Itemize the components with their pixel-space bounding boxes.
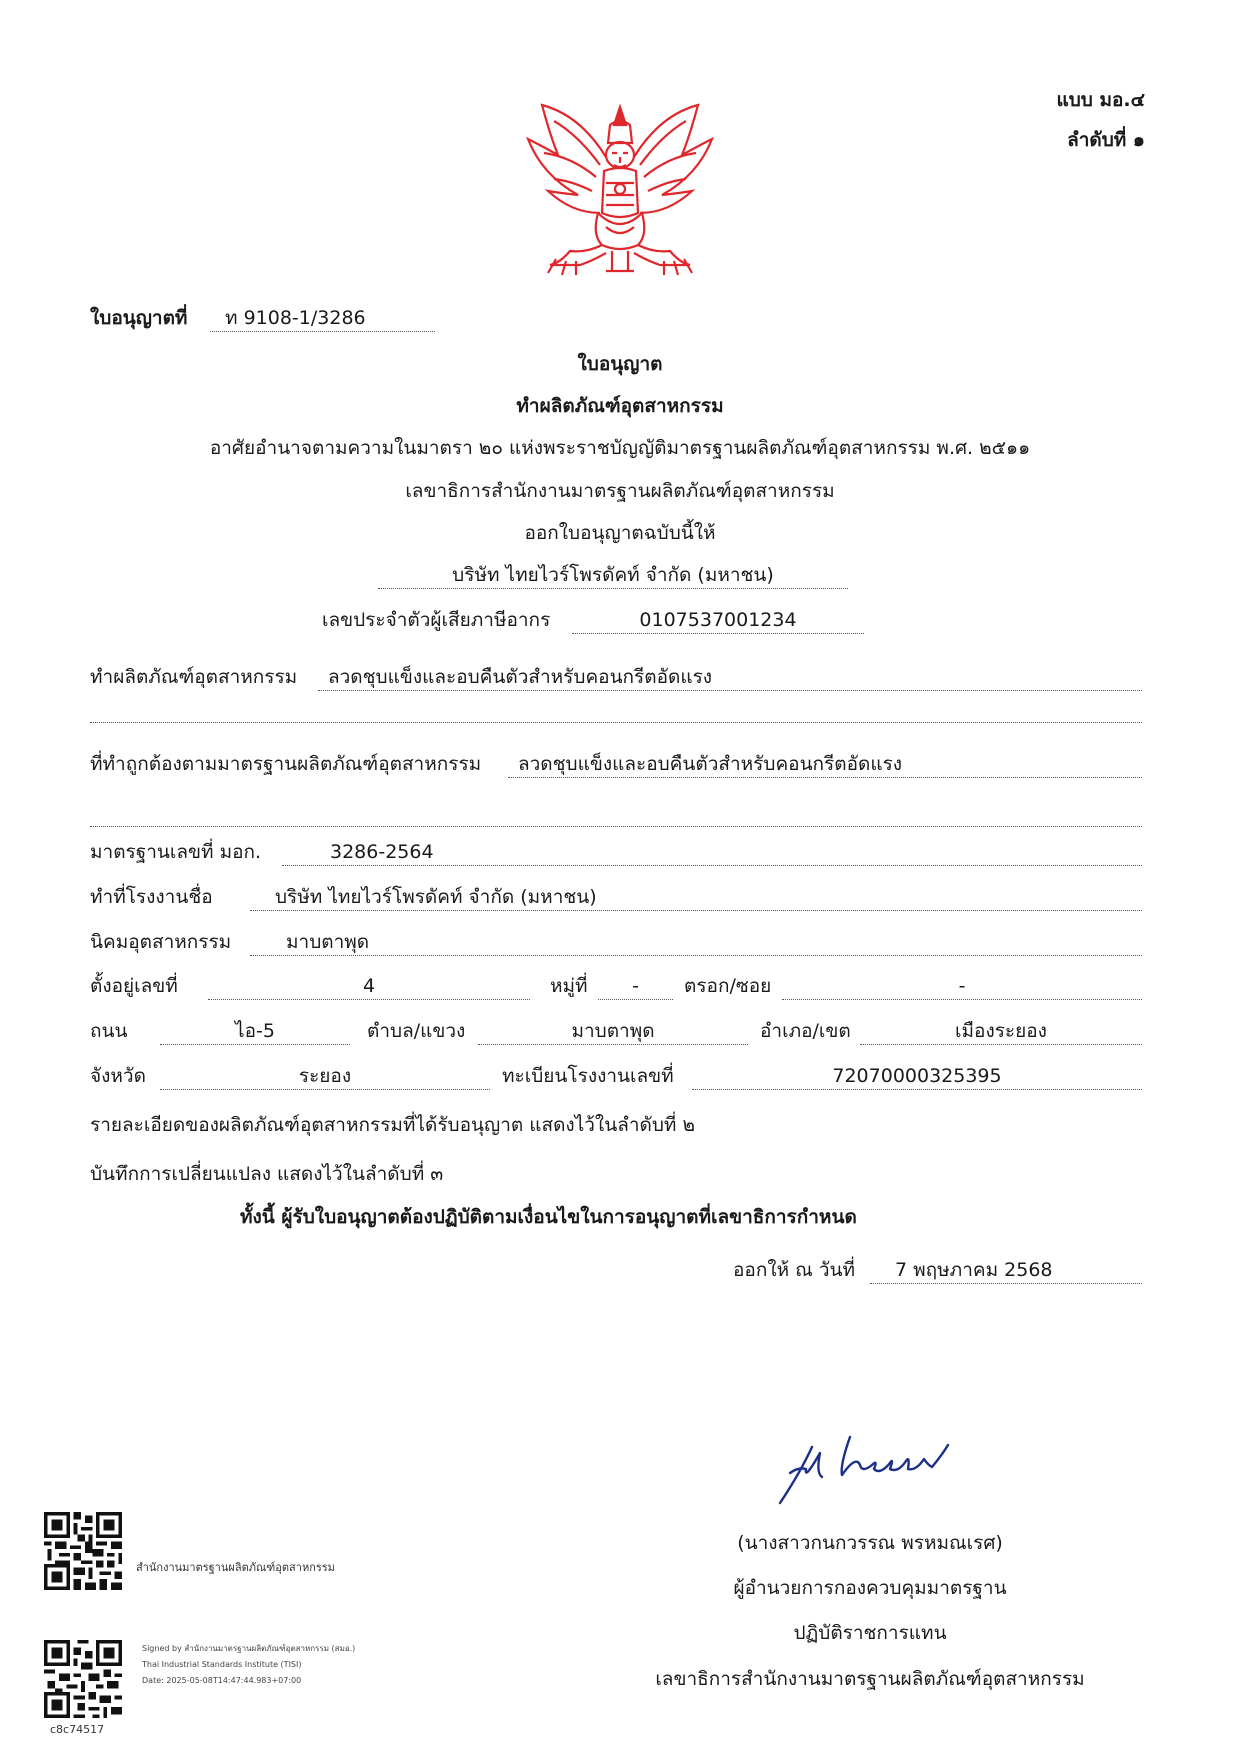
dotted-line <box>90 826 1142 827</box>
factory-value: บริษัท ไทยไวร์โพรดัคท์ จำกัด (มหาชน) <box>250 884 1142 911</box>
signatory-position: ผู้อำนวยการกองควบคุมมาตรฐาน <box>733 1577 1007 1599</box>
district-label: อำเภอ/เขต <box>760 1020 851 1042</box>
company-name: บริษัท ไทยไวร์โพรดัคท์ จำกัด (มหาชน) <box>378 562 848 589</box>
tax-id-label: เลขประจำตัวผู้เสียภาษีอากร <box>322 609 551 631</box>
subdistrict-value: มาบตาพุด <box>478 1018 748 1045</box>
footer-date: Date: 2025-05-08T14:47:44.983+07:00 <box>142 1676 302 1685</box>
estate-label: นิคมอุตสาหกรรม <box>90 931 232 953</box>
district-value: เมืองระยอง <box>860 1018 1142 1045</box>
province-value: ระยอง <box>160 1063 490 1090</box>
secretary-line: เลขาธิการสำนักงานมาตรฐานผลิตภัณฑ์อุตสาหกรรม <box>405 480 835 502</box>
road-label: ถนน <box>90 1020 128 1042</box>
soi-value: - <box>782 973 1142 1000</box>
product-label: ทำผลิตภัณฑ์อุตสาหกรรม <box>90 666 298 688</box>
province-label: จังหวัด <box>90 1065 146 1087</box>
signatory-acting: ปฏิบัติราชการแทน <box>793 1622 947 1644</box>
form-code: แบบ มอ.๔ <box>1056 89 1145 111</box>
qr-code-icon <box>44 1640 122 1718</box>
product-value: ลวดชุบแข็งและอบคืนตัวสำหรับคอนกรีตอัดแรง <box>318 664 1142 691</box>
standard-product-label: ที่ทำถูกต้องตามมาตรฐานผลิตภัณฑ์อุตสาหกรรม <box>90 753 482 775</box>
doc-title: ใบอนุญาต <box>577 353 663 375</box>
footer-institute: Thai Industrial Standards Institute (TISI) <box>142 1660 302 1669</box>
signatory-name: (นางสาวกนกวรรณ พรหมณเรศ) <box>737 1532 1003 1554</box>
standard-product-value: ลวดชุบแข็งและอบคืนตัวสำหรับคอนกรีตอัดแรง <box>508 751 1142 778</box>
authority-line: อาศัยอำนาจตามความในมาตรา ๒๐ แห่งพระราชบัญญัติมาตรฐานผลิตภัณฑ์อุตสาหกรรม พ.ศ. ๒๕๑๑ <box>209 437 1031 459</box>
details-note: รายละเอียดของผลิตภัณฑ์อุตสาหกรรมที่ได้รับอนุญาต แสดงไว้ในลำดับที่ ๒ <box>90 1114 695 1136</box>
factory-reg-value: 72070000325395 <box>692 1063 1142 1090</box>
road-value: ไอ-5 <box>160 1018 350 1045</box>
issued-date: 7 พฤษภาคม 2568 <box>870 1257 1142 1284</box>
moo-label: หมู่ที่ <box>550 975 588 997</box>
issued-label: ออกให้ ณ วันที่ <box>733 1259 856 1281</box>
license-no-value: ท 9108-1/3286 <box>210 305 435 332</box>
condition-note: ทั้งนี้ ผู้รับใบอนุญาตต้องปฏิบัติตามเงื่อนไขในการอนุญาตที่เลขาธิการกำหนด <box>240 1206 857 1228</box>
handwritten-signature <box>760 1425 990 1515</box>
qr-code-icon <box>44 1512 122 1590</box>
standard-no-value: 3286-2564 <box>282 839 1142 866</box>
moo-value: - <box>598 973 673 1000</box>
address-no-label: ตั้งอยู่เลขที่ <box>90 975 178 997</box>
factory-label: ทำที่โรงงานชื่อ <box>90 886 213 908</box>
footer-code: c8c74517 <box>50 1723 105 1736</box>
footer-office: สำนักงานมาตรฐานผลิตภัณฑ์อุตสาหกรรม <box>136 1561 335 1574</box>
signatory-for: เลขาธิการสำนักงานมาตรฐานผลิตภัณฑ์อุตสาหกรรม <box>655 1668 1085 1690</box>
factory-reg-label: ทะเบียนโรงงานเลขที่ <box>502 1065 674 1087</box>
tax-id-value: 0107537001234 <box>572 607 864 634</box>
footer-signed-by: Signed by สำนักงานมาตรฐานผลิตภัณฑ์อุตสาหกรรม (สมอ.) <box>142 1644 356 1653</box>
soi-label: ตรอก/ซอย <box>684 975 772 997</box>
estate-value: มาบตาพุด <box>250 929 1142 956</box>
standard-no-label: มาตรฐานเลขที่ มอก. <box>90 841 262 863</box>
changes-note: บันทึกการเปลี่ยนแปลง แสดงไว้ในลำดับที่ ๓ <box>90 1163 444 1185</box>
doc-subtitle: ทำผลิตภัณฑ์อุตสาหกรรม <box>516 395 724 417</box>
license-no-label: ใบอนุญาตที่ <box>90 307 188 329</box>
garuda-emblem <box>520 95 720 285</box>
form-sequence: ลำดับที่ ๑ <box>1067 129 1145 151</box>
address-no-value: 4 <box>208 973 530 1000</box>
subdistrict-label: ตำบล/แขวง <box>367 1020 466 1042</box>
dotted-line <box>90 722 1142 723</box>
issue-line: ออกใบอนุญาตฉบับนี้ให้ <box>524 522 716 544</box>
